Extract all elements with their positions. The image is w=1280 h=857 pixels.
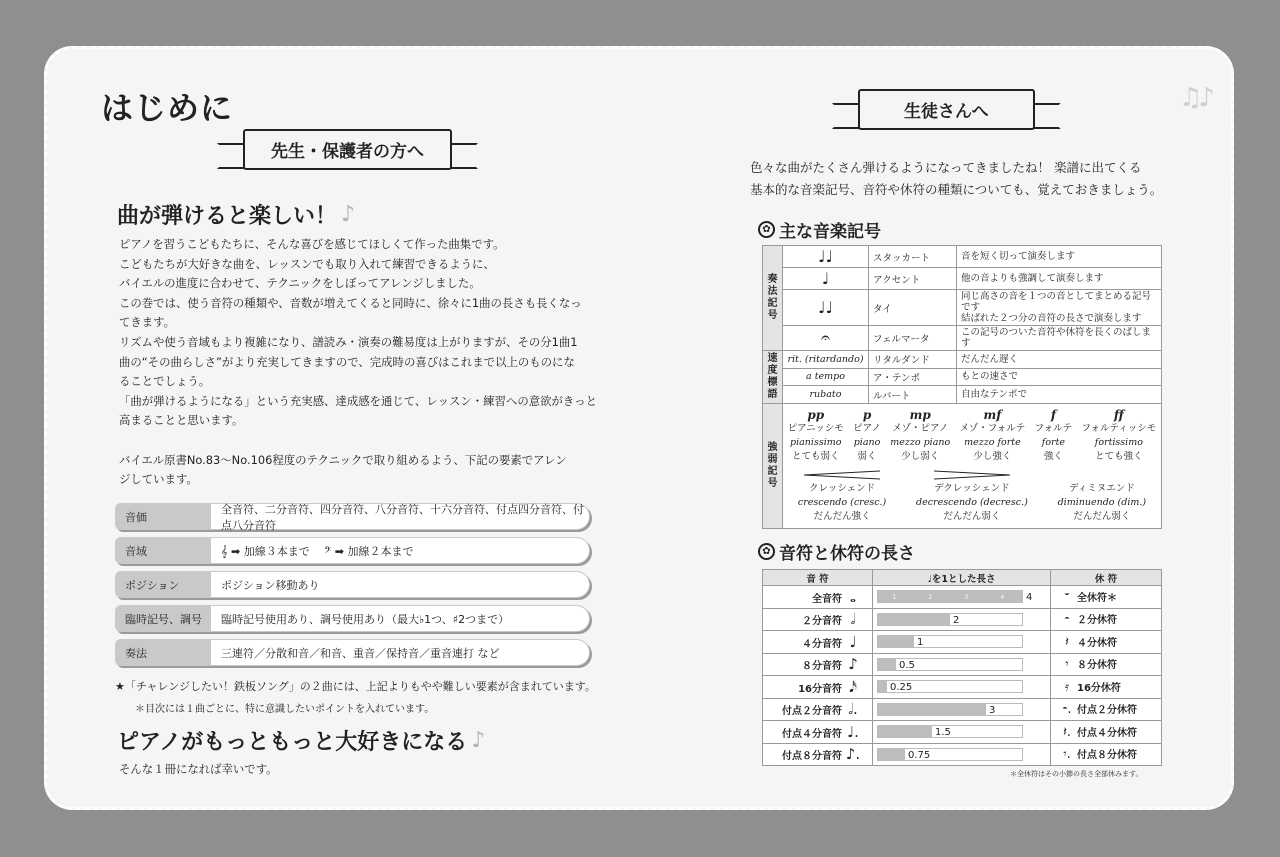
symbol-desc: 他の音よりも強調して演奏します: [957, 268, 1162, 290]
note-glyph-icon: ♪.: [845, 745, 861, 764]
heading-fun: [117, 199, 355, 230]
elements-row: [115, 605, 590, 632]
symbol-row: [763, 326, 1162, 351]
heading-love-piano: [117, 725, 485, 756]
symbol-name: リタルダンド: [869, 351, 957, 369]
section-title: 主な音楽記号: [779, 222, 881, 242]
dynamics-list: [783, 408, 1161, 464]
section-title: 音符と休符の長さ: [779, 544, 915, 564]
note-name: [763, 743, 873, 766]
note-name: [763, 608, 873, 631]
length-bar-cell: [873, 631, 1051, 654]
hairpin-meaning: だんだん強く: [813, 511, 871, 522]
dynamic-meaning: 強く: [1043, 451, 1063, 462]
elements-value: 三連符／分散和音／和音、重音／保持音／重音連打 など: [211, 639, 590, 666]
paragraph-line: リズムや使う音域もより複雑になり、譜読み・演奏の難易度は上がりますが、その分1曲1: [119, 334, 578, 349]
length-row: [763, 676, 1162, 699]
length-bar-fill: [878, 659, 896, 670]
symbol-desc: 自由なテンポで: [957, 386, 1162, 404]
dynamic-meaning: 弱く: [857, 451, 877, 462]
length-row: [763, 653, 1162, 676]
length-value: 0.5: [899, 659, 915, 671]
length-bar-fill: [878, 726, 932, 737]
length-bar: [877, 590, 1033, 604]
note-glyph-icon: ♪: [848, 655, 858, 674]
paragraph-line: 「曲が弾けるようになる」という充実感、達成感を通じて、レッスン・練習への意欲がきっと: [119, 393, 598, 408]
rest-name: [1051, 608, 1162, 631]
footnote-challenge: ★「チャレンジしたい！鉄板ソング」の２曲には、上記よりもやや難しい要素が含まれています。: [115, 680, 596, 693]
dynamic-kana: メゾ・ピアノ: [892, 423, 949, 434]
dynamic-meaning: とても強く: [1095, 451, 1143, 462]
symbol-row: [763, 246, 1162, 268]
length-value: 2: [953, 614, 960, 626]
length-bar: [877, 680, 1023, 693]
crescendo-hairpin-icon: [804, 470, 880, 480]
symbol-row: [763, 268, 1162, 290]
dynamic-mark: f: [1050, 408, 1056, 422]
note-glyph-icon: 𝅘𝅥𝅯: [849, 677, 857, 696]
length-value: 1: [917, 637, 924, 649]
length-bar: [877, 748, 1023, 761]
note-name: [763, 653, 873, 676]
elements-row: [115, 639, 590, 666]
note-label: 16分音符: [798, 683, 842, 695]
music-note-icon: ♪: [341, 202, 356, 227]
symbol-desc: この記号のついた音符や休符を長くのばします: [957, 326, 1162, 351]
rest-label: 16分休符: [1077, 682, 1121, 694]
length-bar: [877, 613, 1023, 626]
rest-glyph-icon: 𝄽: [1065, 634, 1069, 650]
length-bar-fill: [878, 636, 914, 647]
dynamic-italian: pianissimo: [790, 437, 842, 448]
elements-value: 𝄞 ➡ 加線３本まで 𝄢 ➡ 加線２本まで: [211, 537, 590, 564]
dynamics-row: [763, 404, 1162, 529]
note-length-table: [762, 569, 1162, 766]
section-note-lengths: [758, 539, 915, 564]
length-row: [763, 608, 1162, 631]
note-glyph-icon: ♩: [849, 632, 857, 651]
length-bar-cell: [873, 676, 1051, 699]
length-header-row: [763, 570, 1162, 586]
symbol-name: フェルマータ: [869, 326, 957, 351]
length-bar-cell: [873, 721, 1051, 744]
elements-key: 音域: [115, 537, 211, 564]
paragraph-line: バイエルの進度に合わせて、テクニックをしぼってアレンジしました。: [119, 276, 481, 291]
paragraph-line: 曲の“その曲らしさ”がより充実してきますので、完成時の喜びはこれまで以上のものにな: [119, 354, 575, 369]
rest-name: [1051, 676, 1162, 699]
symbol-row: [763, 351, 1162, 369]
length-bar-cell: [873, 608, 1051, 631]
rest-glyph-icon: 𝄼.: [1062, 702, 1072, 718]
note-glyph-icon: 𝅝: [850, 587, 856, 606]
rest-glyph-icon: 𝄿: [1065, 679, 1069, 695]
page-spread: [44, 46, 1234, 810]
dynamic-item: [960, 408, 1026, 464]
paragraph-line: こどもたちが大好きな曲を、レッスンでも取り入れて練習できるように、: [119, 256, 495, 271]
bar-tick: 4: [1000, 594, 1005, 602]
hairpin-item: [916, 470, 1028, 524]
music-symbols-table: [762, 245, 1162, 529]
length-row: [763, 743, 1162, 766]
dynamic-mark: pp: [807, 408, 825, 422]
flower-bullet-icon: ✿: [758, 543, 775, 560]
note-name: [763, 676, 873, 699]
dynamic-item: [788, 408, 844, 464]
length-bar-fill: [878, 704, 986, 715]
symbol-mark: a tempo: [783, 368, 869, 386]
length-row: [763, 721, 1162, 744]
note-glyph-icon: 𝅗𝅥: [850, 610, 856, 629]
note-label: 付点８分音符: [782, 751, 842, 763]
dynamic-item: [890, 408, 950, 464]
rest-label: ２分休符: [1077, 615, 1117, 627]
length-value: 0.25: [890, 682, 913, 694]
note-label: 付点４分音符: [782, 728, 842, 740]
dynamic-kana: メゾ・フォルテ: [959, 423, 1026, 434]
music-note-icon: ♪: [471, 728, 486, 753]
header-length: ♩を1とした長さ: [873, 570, 1051, 586]
note-name: [763, 586, 873, 609]
note-label: ２分音符: [802, 616, 842, 628]
hairpin-meaning: だんだん弱く: [1073, 511, 1131, 522]
symbol-row: [763, 368, 1162, 386]
elements-key: 音価: [115, 503, 211, 530]
dynamic-kana: フォルティッシモ: [1081, 423, 1157, 434]
elements-value: 全音符、二分音符、四分音符、八分音符、十六分音符、付点四分音符、付点八分音符: [211, 503, 590, 530]
symbol-name: スタッカート: [869, 246, 957, 268]
dynamic-mark: p: [862, 408, 872, 422]
rest-footnote: ＊全休符はその小節の長さ全部休みます。: [1010, 770, 1143, 778]
symbol-mark: 𝄐: [783, 326, 869, 351]
note-name: [763, 698, 873, 721]
rest-name: [1051, 631, 1162, 654]
length-bar-fill: [878, 614, 950, 625]
rest-label: 付点２分休符: [1077, 705, 1137, 717]
symbol-name: ア・テンポ: [869, 368, 957, 386]
length-bar-fill: [878, 749, 905, 760]
rest-glyph-icon: 𝄼: [1064, 612, 1070, 628]
note-name: [763, 721, 873, 744]
dynamic-item: [1035, 408, 1073, 464]
intro-line: 色々な曲がたくさん弾けるようになってきましたね！ 楽譜に出てくる: [750, 160, 1142, 175]
rest-label: ４分休符: [1077, 637, 1117, 649]
symbol-row: [763, 386, 1162, 404]
dynamic-item: [853, 408, 881, 464]
rest-label: 付点８分休符: [1077, 750, 1137, 762]
dynamic-mark: ff: [1113, 408, 1124, 422]
length-row: [763, 586, 1162, 609]
dynamics-cell: [783, 404, 1162, 529]
hairpin-italian: diminuendo (dim.): [1057, 497, 1147, 508]
symbol-mark: ♩: [783, 268, 869, 290]
symbol-mark: ♩♩: [783, 246, 869, 268]
elements-row: [115, 503, 590, 530]
length-bar: [877, 658, 1023, 671]
dynamic-mark: mp: [909, 408, 931, 422]
decrescendo-hairpin-icon: [934, 470, 1010, 480]
footnote-toc: ＊目次には１曲ごとに、特に意識したいポイントを入れています。: [135, 704, 435, 715]
note-name: [763, 631, 873, 654]
dynamic-mark: mf: [983, 408, 1002, 422]
rest-name: [1051, 721, 1162, 744]
ribbon-students: [858, 89, 1035, 130]
symbol-name: タイ: [869, 290, 957, 326]
rest-glyph-icon: 𝄻: [1064, 589, 1070, 605]
elements-key: 奏法: [115, 639, 211, 666]
note-label: 全音符: [812, 593, 842, 605]
rest-name: [1051, 743, 1162, 766]
rest-label: ８分休符: [1077, 660, 1117, 672]
hairpin-kana: クレッシェンド: [808, 483, 876, 494]
heading-love-piano-text: ピアノがもっともっと大好きになる: [117, 730, 468, 755]
section-music-symbols: [758, 217, 881, 242]
rest-name: [1051, 586, 1162, 609]
dynamic-italian: fortissimo: [1094, 437, 1143, 448]
dynamic-italian: piano: [853, 437, 881, 448]
hairpin-item: [1058, 470, 1147, 524]
ribbon-label: 先生・保護者の方へ: [243, 129, 452, 170]
length-bar: [877, 725, 1023, 738]
bar-tick: 2: [928, 594, 933, 602]
symbol-desc: 同じ高さの音を１つの音としてまとめる記号です 結ばれた２つ分の音符の長さで演奏します: [957, 290, 1162, 326]
elements-table: [115, 503, 590, 673]
length-row: [763, 698, 1162, 721]
blank-hairpin-icon: [1064, 470, 1140, 480]
note-glyph-icon: 𝅗𝅥.: [848, 700, 858, 719]
rest-label: 全休符＊: [1077, 592, 1117, 604]
intro-line: 基本的な音楽記号、音符や休符の種類についても、覚えておきましょう。: [750, 182, 1163, 197]
paragraph-line: てきます。: [119, 315, 176, 330]
elements-key: ポジション: [115, 571, 211, 598]
paragraph-line: [119, 431, 599, 451]
dynamic-kana: フォルテ: [1034, 423, 1073, 434]
category-label: 奏法記号: [763, 246, 783, 351]
length-bar: [877, 635, 1023, 648]
dynamic-meaning: とても弱く: [791, 451, 840, 462]
closing-text: そんな１冊になれば幸いです。: [119, 762, 278, 776]
symbol-mark: ♩♩: [783, 290, 869, 326]
intro-paragraph: [119, 235, 599, 490]
category-label: 速度標語: [763, 351, 783, 404]
rest-name: [1051, 653, 1162, 676]
note-glyph-icon: ♩.: [847, 722, 859, 741]
hairpin-meaning: だんだん弱く: [943, 511, 1001, 522]
heading-fun-text: 曲が弾けると楽しい！: [117, 204, 338, 229]
paragraph-line: バイエル原書No.83〜No.106程度のテクニックで取り組めるよう、下記の要素でアレン: [119, 452, 567, 467]
dynamic-meaning: 少し強く: [973, 451, 1012, 462]
rest-glyph-icon: 𝄾: [1065, 657, 1069, 673]
symbol-desc: だんだん遅く: [957, 351, 1162, 369]
symbol-mark: rubato: [783, 386, 869, 404]
dynamic-item: [1082, 408, 1157, 464]
ribbon-teachers: [243, 129, 452, 170]
rest-name: [1051, 698, 1162, 721]
symbol-row: [763, 290, 1162, 326]
symbol-name: ルバート: [869, 386, 957, 404]
note-label: ８分音符: [802, 661, 842, 673]
category-label: 強弱記号: [763, 404, 783, 529]
length-value: 4: [1026, 592, 1033, 604]
elements-key: 臨時記号、調号: [115, 605, 211, 632]
length-bar-cell: [873, 653, 1051, 676]
dynamic-italian: forte: [1041, 437, 1066, 448]
hairpin-item: [798, 470, 886, 524]
hairpin-italian: crescendo (cresc.): [797, 497, 887, 508]
dynamic-kana: ピアノ: [853, 423, 881, 434]
length-value: 3: [989, 704, 996, 716]
ribbon-label: 生徒さんへ: [858, 89, 1035, 130]
right-page: [642, 49, 1237, 807]
hairpin-italian: decrescendo (decresc.): [916, 497, 1028, 508]
rest-glyph-icon: 𝄽.: [1062, 724, 1072, 740]
dynamic-kana: ピアニッシモ: [787, 423, 844, 434]
elements-value: 臨時記号使用あり、調号使用あり（最大♭1つ、♯2つまで）: [211, 605, 590, 632]
elements-row: [115, 537, 590, 564]
note-label: 付点２分音符: [782, 706, 842, 718]
left-page: [47, 49, 642, 807]
length-value: 0.75: [908, 749, 931, 761]
hairpin-kana: デクレッシェンド: [934, 483, 1010, 494]
header-rest: 休 符: [1051, 570, 1162, 586]
flower-bullet-icon: ✿: [758, 221, 775, 238]
header-note: 音 符: [763, 570, 873, 586]
dynamic-italian: mezzo forte: [964, 437, 1021, 448]
symbol-desc: 音を短く切って演奏します: [957, 246, 1162, 268]
page-title: はじめに: [101, 89, 234, 127]
symbol-mark: rit. (ritardando): [783, 351, 869, 369]
symbol-desc: もとの速さで: [957, 368, 1162, 386]
rest-glyph-icon: 𝄾.: [1063, 747, 1071, 763]
length-bar: [877, 703, 1023, 716]
elements-value: ポジション移動あり: [211, 571, 590, 598]
dynamic-meaning: 少し弱く: [901, 451, 940, 462]
bar-tick: 3: [964, 594, 969, 602]
note-label: ４分音符: [802, 638, 842, 650]
music-notes-decoration-icon: ♫♪: [1179, 83, 1211, 113]
length-row: [763, 631, 1162, 654]
length-bar-fill: [878, 681, 887, 692]
length-bar-cell: [873, 586, 1051, 609]
hairpin-list: [783, 470, 1161, 524]
paragraph-line: ピアノを習うこどもたちに、そんな喜びを感じてほしくて作った曲集です。: [119, 237, 505, 251]
students-intro: [750, 157, 1162, 201]
length-bar-cell: [873, 743, 1051, 766]
symbol-name: アクセント: [869, 268, 957, 290]
paragraph-line: ることでしょう。: [119, 374, 211, 389]
elements-row: [115, 571, 590, 598]
hairpin-kana: ディミヌエンド: [1068, 483, 1135, 494]
bar-tick: 1: [892, 594, 897, 602]
paragraph-line: この巻では、使う音符の種類や、音数が増えてくると同時に、徐々に1曲の長さも長くなっ: [119, 295, 582, 310]
paragraph-line: ジしています。: [119, 472, 198, 487]
length-bar-cell: [873, 698, 1051, 721]
length-value: 1.5: [935, 727, 951, 739]
dynamic-italian: mezzo piano: [890, 437, 951, 448]
rest-label: 付点４分休符: [1077, 727, 1137, 739]
paragraph-line: 高まることと思います。: [119, 413, 244, 428]
